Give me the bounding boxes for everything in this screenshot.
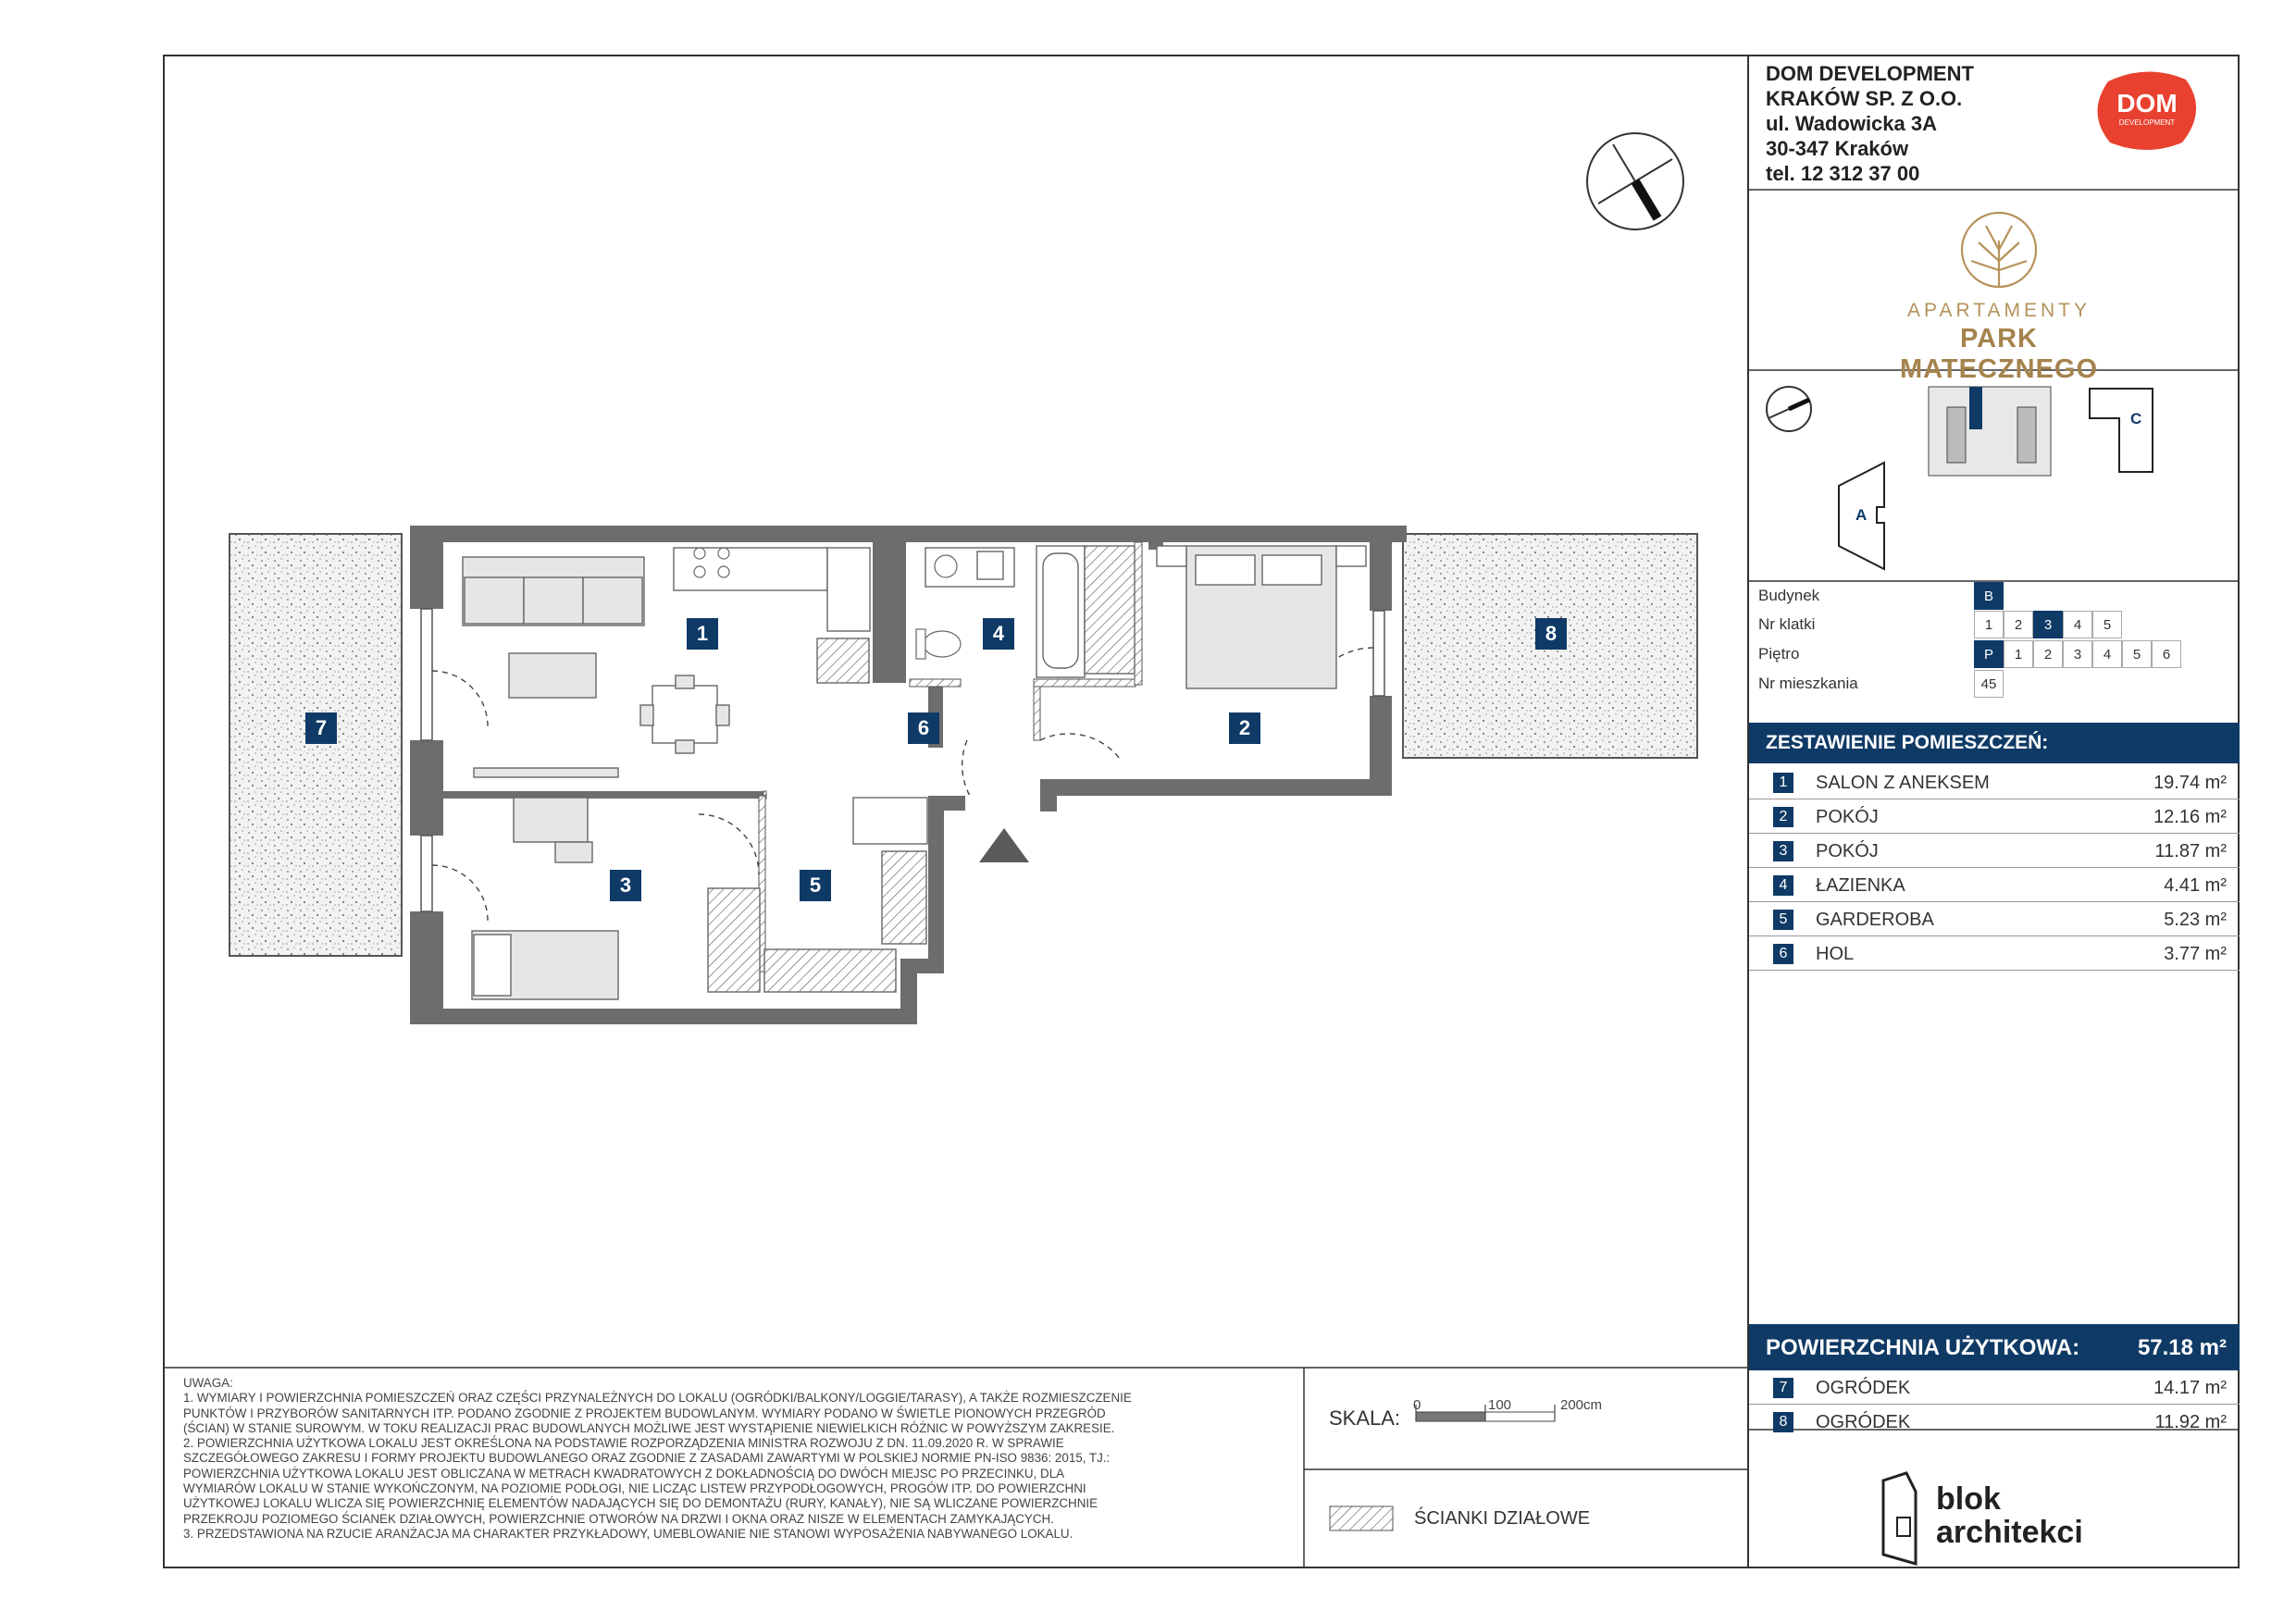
plan-label-2: 2 [1229,712,1260,744]
room-name: HOL [1816,944,1855,964]
room-row [1749,765,2240,799]
room-area: 5.23 m² [2164,910,2227,930]
north-arrow-icon [1587,133,1683,229]
key-plan-label-a: A [1855,506,1868,524]
room-number: 6 [1773,944,1793,964]
note-line: UŻYTKOWEJ LOKALU WLICZA SIĘ POWIERZCHNIĘ ELEMENTÓW NADAJĄCYCH SIĘ DO DEMONTAŻU (RURY, KANAŁY), NIE SĄ WLICZANE POWIERZCHNIE [183,1496,1098,1511]
mieszkanie-cell: 45 [1974,670,2004,698]
plan-label-8: 8 [1535,618,1567,650]
note-line: POWIERZCHNIA UŻYTKOWA LOKALU JEST OBLICZANA W METRACH KWADRATOWYCH Z DOKŁADNOŚCIĄ DO DWÓCH MIEJSC PO PRZECINKU, DLA [183,1466,1065,1481]
note-line: 3. PRZEDSTAWIONA NA RZUCIE ARANŻACJA MA CHARAKTER PRZYKŁADOWY, UMEBLOWANIE NIE STANOWI WYPOSAŻENIA NABYWANEGO LOKALU. [183,1526,1074,1541]
room-area: 19.74 m² [2153,773,2227,793]
room-row [1749,834,2240,868]
company-line: KRAKÓW SP. Z O.O. [1766,87,1963,110]
company-line: tel. 12 312 37 00 [1766,162,1920,185]
dom-development-logo [2090,68,2204,152]
key-plan [1839,387,2153,569]
note-line: SZCZEGÓŁOWEGO ZAKRESU I FORMY PROJEKTU BUDOWLANEGO ORAZ ZGODNIE Z ZASADAMI ZAWARTYMI W POLSKIEJ NORMIE PN-ISO 9836: 2015, TJ.: [183,1451,1111,1466]
architect-line-1: blok [1936,1481,2001,1517]
klatka-cell-selected: 3 [2033,611,2063,638]
room-number: 2 [1773,807,1793,827]
room-name: SALON Z ANEKSEM [1816,773,1990,793]
company-address [1766,61,1974,186]
project-logo [1860,205,2138,384]
note-line: PUNKTÓW I PRZYBORÓW SANITARNYCH ITP. PODANO ZGODNIE Z PROJEKTEM BUDOWLANYM. WYMIARY PODANO W ŚWIETLE PIONOWYCH PRZEGRÓD [183,1406,1106,1420]
klatka-cell: 1 [1974,611,2004,638]
room-name: POKÓJ [1816,807,1879,827]
room-area: 11.92 m² [2154,1412,2227,1432]
company-line: ul. Wadowicka 3A [1766,112,1938,135]
room-name: OGRÓDEK [1816,1378,1911,1398]
room-name: OGRÓDEK [1816,1412,1911,1432]
room-number: 4 [1773,875,1793,896]
room-name: POKÓJ [1816,841,1879,861]
pietro-cell: 2 [2033,640,2063,668]
budynek-cell: B [1974,582,2004,610]
klatka-label: Nr klatki [1758,615,1816,633]
plan-label-7: 7 [305,712,337,744]
architect-line-2: architekci [1936,1515,2083,1550]
pietro-cell: 5 [2122,640,2152,668]
project-name: PARK MATECZNEGO [1899,324,2099,384]
room-name: ŁAZIENKA [1816,875,1905,896]
project-subtitle: APARTAMENTY [1906,300,2091,321]
total-area-value: 57.18 m² [2137,1335,2227,1360]
pietro-cell-selected: P [1974,640,2004,668]
note-line: 1. WYMIARY I POWIERZCHNIA POMIESZCZEŃ ORAZ CZĘŚCI PRZYNALEŻNYCH DO LOKALU (OGRÓDKI/BALKONY/LOGGIE/TARASY), A TAKŻE ROZMIESZCZENIE [183,1391,1132,1406]
room-area: 4.41 m² [2164,875,2227,896]
blok-architekci-logo-icon [1883,1473,1916,1564]
room-row [1749,936,2240,971]
room-area: 3.77 m² [2164,944,2227,964]
notes-title: UWAGA: [183,1376,233,1390]
plan-label-1: 1 [687,618,718,650]
room-row [1749,902,2240,936]
dom-logo-text: DOM [2116,89,2178,118]
pietro-cell: 3 [2063,640,2092,668]
company-line: 30-347 Kraków [1766,137,1909,160]
scale-tick-200: 200cm [1560,1397,1603,1413]
notes-block [183,1376,1294,1542]
legend-label: ŚCIANKI DZIAŁOWE [1414,1508,1591,1529]
room-number: 7 [1773,1378,1793,1398]
note-line: 2. POWIERZCHNIA UŻYTKOWA LOKALU JEST OKREŚLONA NA PODSTAWIE ROZPORZĄDZENIA MINISTRA ROZWOJU Z DN. 11.09.2020 R. W SPRAWIE [183,1436,1064,1451]
garden-7 [230,534,402,956]
plan-label-6: 6 [908,712,939,744]
key-plan-label-c: C [2130,410,2142,427]
pietro-cell: 6 [2152,640,2181,668]
klatka-cell: 2 [2004,611,2033,638]
room-number: 5 [1773,910,1793,930]
room-row [1749,868,2240,902]
plan-label-4: 4 [983,618,1014,650]
room-area: 11.87 m² [2154,841,2227,861]
room-area: 12.16 m² [2153,807,2227,827]
mieszkanie-label: Nr mieszkania [1758,675,1858,692]
room-name: GARDEROBA [1816,910,1934,930]
note-line: PRZEKROJU POZIOMEGO ŚCIANEK DZIAŁOWYCH, POWIERZCHNIE OTWORÓW NA DRZWI I OKNA ORAZ NISZE W ELEMENTACH ZAMYKAJĄCYCH. [183,1511,1054,1526]
room-row [1749,799,2240,834]
architect-name [1936,1482,2083,1549]
room-area: 14.17 m² [2153,1378,2227,1398]
pietro-cell: 1 [2004,640,2033,668]
note-line: WYMIARÓW LOKALU W STANIE WYKOŃCZONYM, NA POZIOMIE PODŁOGI, NIE LICZĄC LISTEW PRZYPODŁOGOWYCH, PROGÓW ITP. DO POWIERZCHNI [183,1481,1086,1496]
pietro-cell: 4 [2092,640,2122,668]
extra-row [1749,1405,2240,1439]
klatka-cell: 4 [2063,611,2092,638]
rooms-header: ZESTAWIENIE POMIESZCZEŃ: [1749,723,2240,763]
klatka-cell: 5 [2092,611,2122,638]
company-line: DOM DEVELOPMENT [1766,62,1974,85]
scale-tick-100: 100 [1488,1397,1512,1413]
scale-label: SKALA: [1329,1406,1401,1430]
tree-logo-icon [1860,205,2138,298]
plan-label-5: 5 [800,870,831,901]
note-line: (ŚCIAN) W STANIE SUROWYM. W TOKU REALIZACJI PRAC BUDOWLANYCH MOŻLIWE JEST WYSTĄPIENIE NIEWIELKICH RÓŻNIC W POWYŻSZYM ZAKRESIE. [183,1420,1115,1435]
total-area-bar [1749,1324,2240,1370]
scale-tick-0: 0 [1413,1397,1421,1413]
entrance-arrow [979,828,1029,862]
extra-row [1749,1370,2240,1405]
room-number: 3 [1773,841,1793,861]
plan-label-3: 3 [610,870,641,901]
total-area-label: POWIERZCHNIA UŻYTKOWA: [1766,1335,2080,1360]
pietro-label: Piętro [1758,645,1800,663]
room-number: 8 [1773,1412,1793,1432]
budynek-label: Budynek [1758,587,1820,604]
north-arrow-small-icon [1767,387,1811,431]
dom-logo-sub: DEVELOPMENT [2118,118,2176,127]
room-number: 1 [1773,773,1793,793]
